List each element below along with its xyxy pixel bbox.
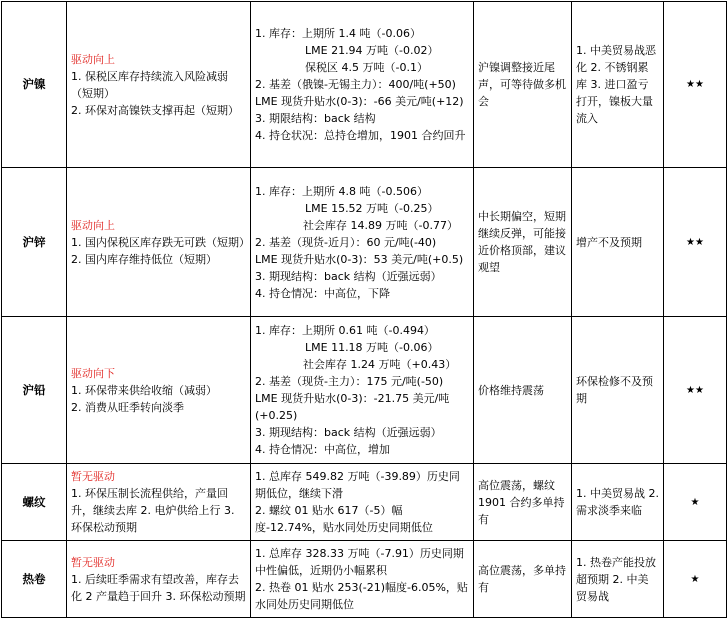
driver-cell <box>67 541 251 618</box>
driver-line: 1. 国内保税区库存跌无可跌（短期） <box>71 235 250 249</box>
fundamental-line: 2. 基差（俄镍-无锡主力）：400/吨(+50) <box>255 78 456 91</box>
futures-summary-table <box>1 1 727 618</box>
fundamental-line: 3. 期限结构：back 结构 <box>255 112 376 125</box>
fundamental-line: 3. 期现结构：back 结构（近强远弱） <box>255 269 442 283</box>
view-cell: 价格维持震荡 <box>474 317 572 464</box>
fundamental-line: 2. 热卷 01 贴水 253(-21)幅度-6.05%，贴水同处历史同期低位 <box>255 581 468 611</box>
driver-line: 1. 保税区库存持续流入风险减弱（短期） <box>71 69 228 100</box>
table-row <box>2 317 727 464</box>
fundamental-line: LME 现货升贴水(0-3)：-66 美元/吨(+12) <box>255 95 464 108</box>
fundamental-line: 1. 库存：上期所 0.61 吨（-0.494） <box>255 324 435 337</box>
fundamental-line: 社会库存 14.89 万吨（-0.77） <box>303 218 458 232</box>
driver-line: 1. 环保压制长流程供给，产量回升，继续去库 2. 电炉供给上行 3. 环保松动预期 <box>71 487 235 534</box>
driver-title: 驱动向上 <box>71 218 115 232</box>
fundamentals-cell <box>251 168 474 317</box>
driver-title: 驱动向下 <box>71 366 115 380</box>
fundamental-line: LME 现货升贴水(0-3)：53 美元/吨(+0.5) <box>255 252 464 266</box>
driver-line: 1. 环保带来供给收缩（减弱） <box>71 383 217 397</box>
driver-cell <box>67 464 251 541</box>
fundamental-line: 4. 持仓情况：中高位，下降 <box>255 286 390 300</box>
rating-stars: ★★ <box>664 317 727 464</box>
driver-line: 2. 消费从旺季转向淡季 <box>71 400 184 414</box>
table-row <box>2 541 727 618</box>
commodity-name: 沪铅 <box>2 317 67 464</box>
fundamental-line: LME 11.18 万吨（-0.06） <box>305 341 439 354</box>
rating-stars: ★ <box>664 464 727 541</box>
fundamental-line: 保税区 4.5 万吨（-0.1） <box>305 61 428 74</box>
risk-cell: 1. 中美贸易战 2. 需求淡季来临 <box>572 464 664 541</box>
fundamental-line: 社会库存 1.24 万吨（+0.43） <box>303 358 457 371</box>
commodity-name: 螺纹 <box>2 464 67 541</box>
fundamental-line: LME 15.52 万吨（-0.25） <box>305 201 439 215</box>
fundamental-line: 2. 基差（现货-主力）：175 元/吨(-50) <box>255 375 444 388</box>
fundamentals-cell <box>251 317 474 464</box>
rating-stars: ★ <box>664 541 727 618</box>
driver-title: 暂无驱动 <box>71 555 115 569</box>
driver-title: 驱动向上 <box>71 52 115 66</box>
risk-cell: 1. 中美贸易战恶化 2. 不锈钢累库 3. 进口盈亏打开，镍板大量流入 <box>572 2 664 168</box>
view-cell: 高位震荡，螺纹 1901 合约多单持有 <box>474 464 572 541</box>
table-row <box>2 464 727 541</box>
fundamentals-cell <box>251 541 474 618</box>
fundamental-line: 4. 持仓状况：总持仓增加，1901 合约回升 <box>255 129 466 142</box>
fundamental-line: 1. 库存：上期所 4.8 吨（-0.506） <box>255 184 428 198</box>
commodity-name: 沪锌 <box>2 168 67 317</box>
fundamental-line: 3. 期现结构：back 结构（近强远弱） <box>255 426 442 439</box>
rating-stars: ★★ <box>664 168 727 317</box>
driver-line: 1. 后续旺季需求有望改善，库存去化 2 产量趋于回升 3. 环保松动预期 <box>71 572 246 603</box>
fundamentals-cell <box>251 2 474 168</box>
commodity-name: 沪镍 <box>2 2 67 168</box>
fundamental-line: 1. 总库存 549.82 万吨（-39.89）历史同期低位，继续下滑 <box>255 470 460 500</box>
fundamental-line: 2. 螺纹 01 贴水 617（-5）幅度-12.74%，贴水同处历史同期低位 <box>255 504 433 534</box>
driver-cell <box>67 317 251 464</box>
commodity-name: 热卷 <box>2 541 67 618</box>
view-cell: 中长期偏空，短期继续反弹，可能接近价格顶部，建议观望 <box>474 168 572 317</box>
fundamental-line: 4. 持仓情况：中高位，增加 <box>255 443 390 456</box>
rating-stars: ★★ <box>664 2 727 168</box>
driver-line: 2. 环保对高镍铁支撑再起（短期） <box>71 103 239 117</box>
fundamental-line: 1. 库存：上期所 1.4 吨（-0.06） <box>255 27 421 40</box>
fundamentals-cell <box>251 464 474 541</box>
table-row <box>2 168 727 317</box>
view-cell: 高位震荡，多单持有 <box>474 541 572 618</box>
fundamental-line: 2. 基差（现货-近月）：60 元/吨(-40) <box>255 235 437 249</box>
risk-cell: 环保检修不及预期 <box>572 317 664 464</box>
view-cell: 沪镍调整接近尾声，可等待做多机会 <box>474 2 572 168</box>
driver-cell <box>67 2 251 168</box>
driver-title: 暂无驱动 <box>71 470 115 483</box>
driver-cell <box>67 168 251 317</box>
fundamental-line: LME 现货升贴水(0-3)：-21.75 美元/吨(+0.25) <box>255 392 450 422</box>
driver-line: 2. 国内库存维持低位（短期） <box>71 252 217 266</box>
fundamental-line: LME 21.94 万吨（-0.02） <box>305 44 439 57</box>
table-row <box>2 2 727 168</box>
fundamental-line: 1. 总库存 328.33 万吨（-7.91）历史同期中性偏低，近期仍小幅累积 <box>255 547 464 577</box>
risk-cell: 增产不及预期 <box>572 168 664 317</box>
risk-cell: 1. 热卷产能投放超预期 2. 中美贸易战 <box>572 541 664 618</box>
